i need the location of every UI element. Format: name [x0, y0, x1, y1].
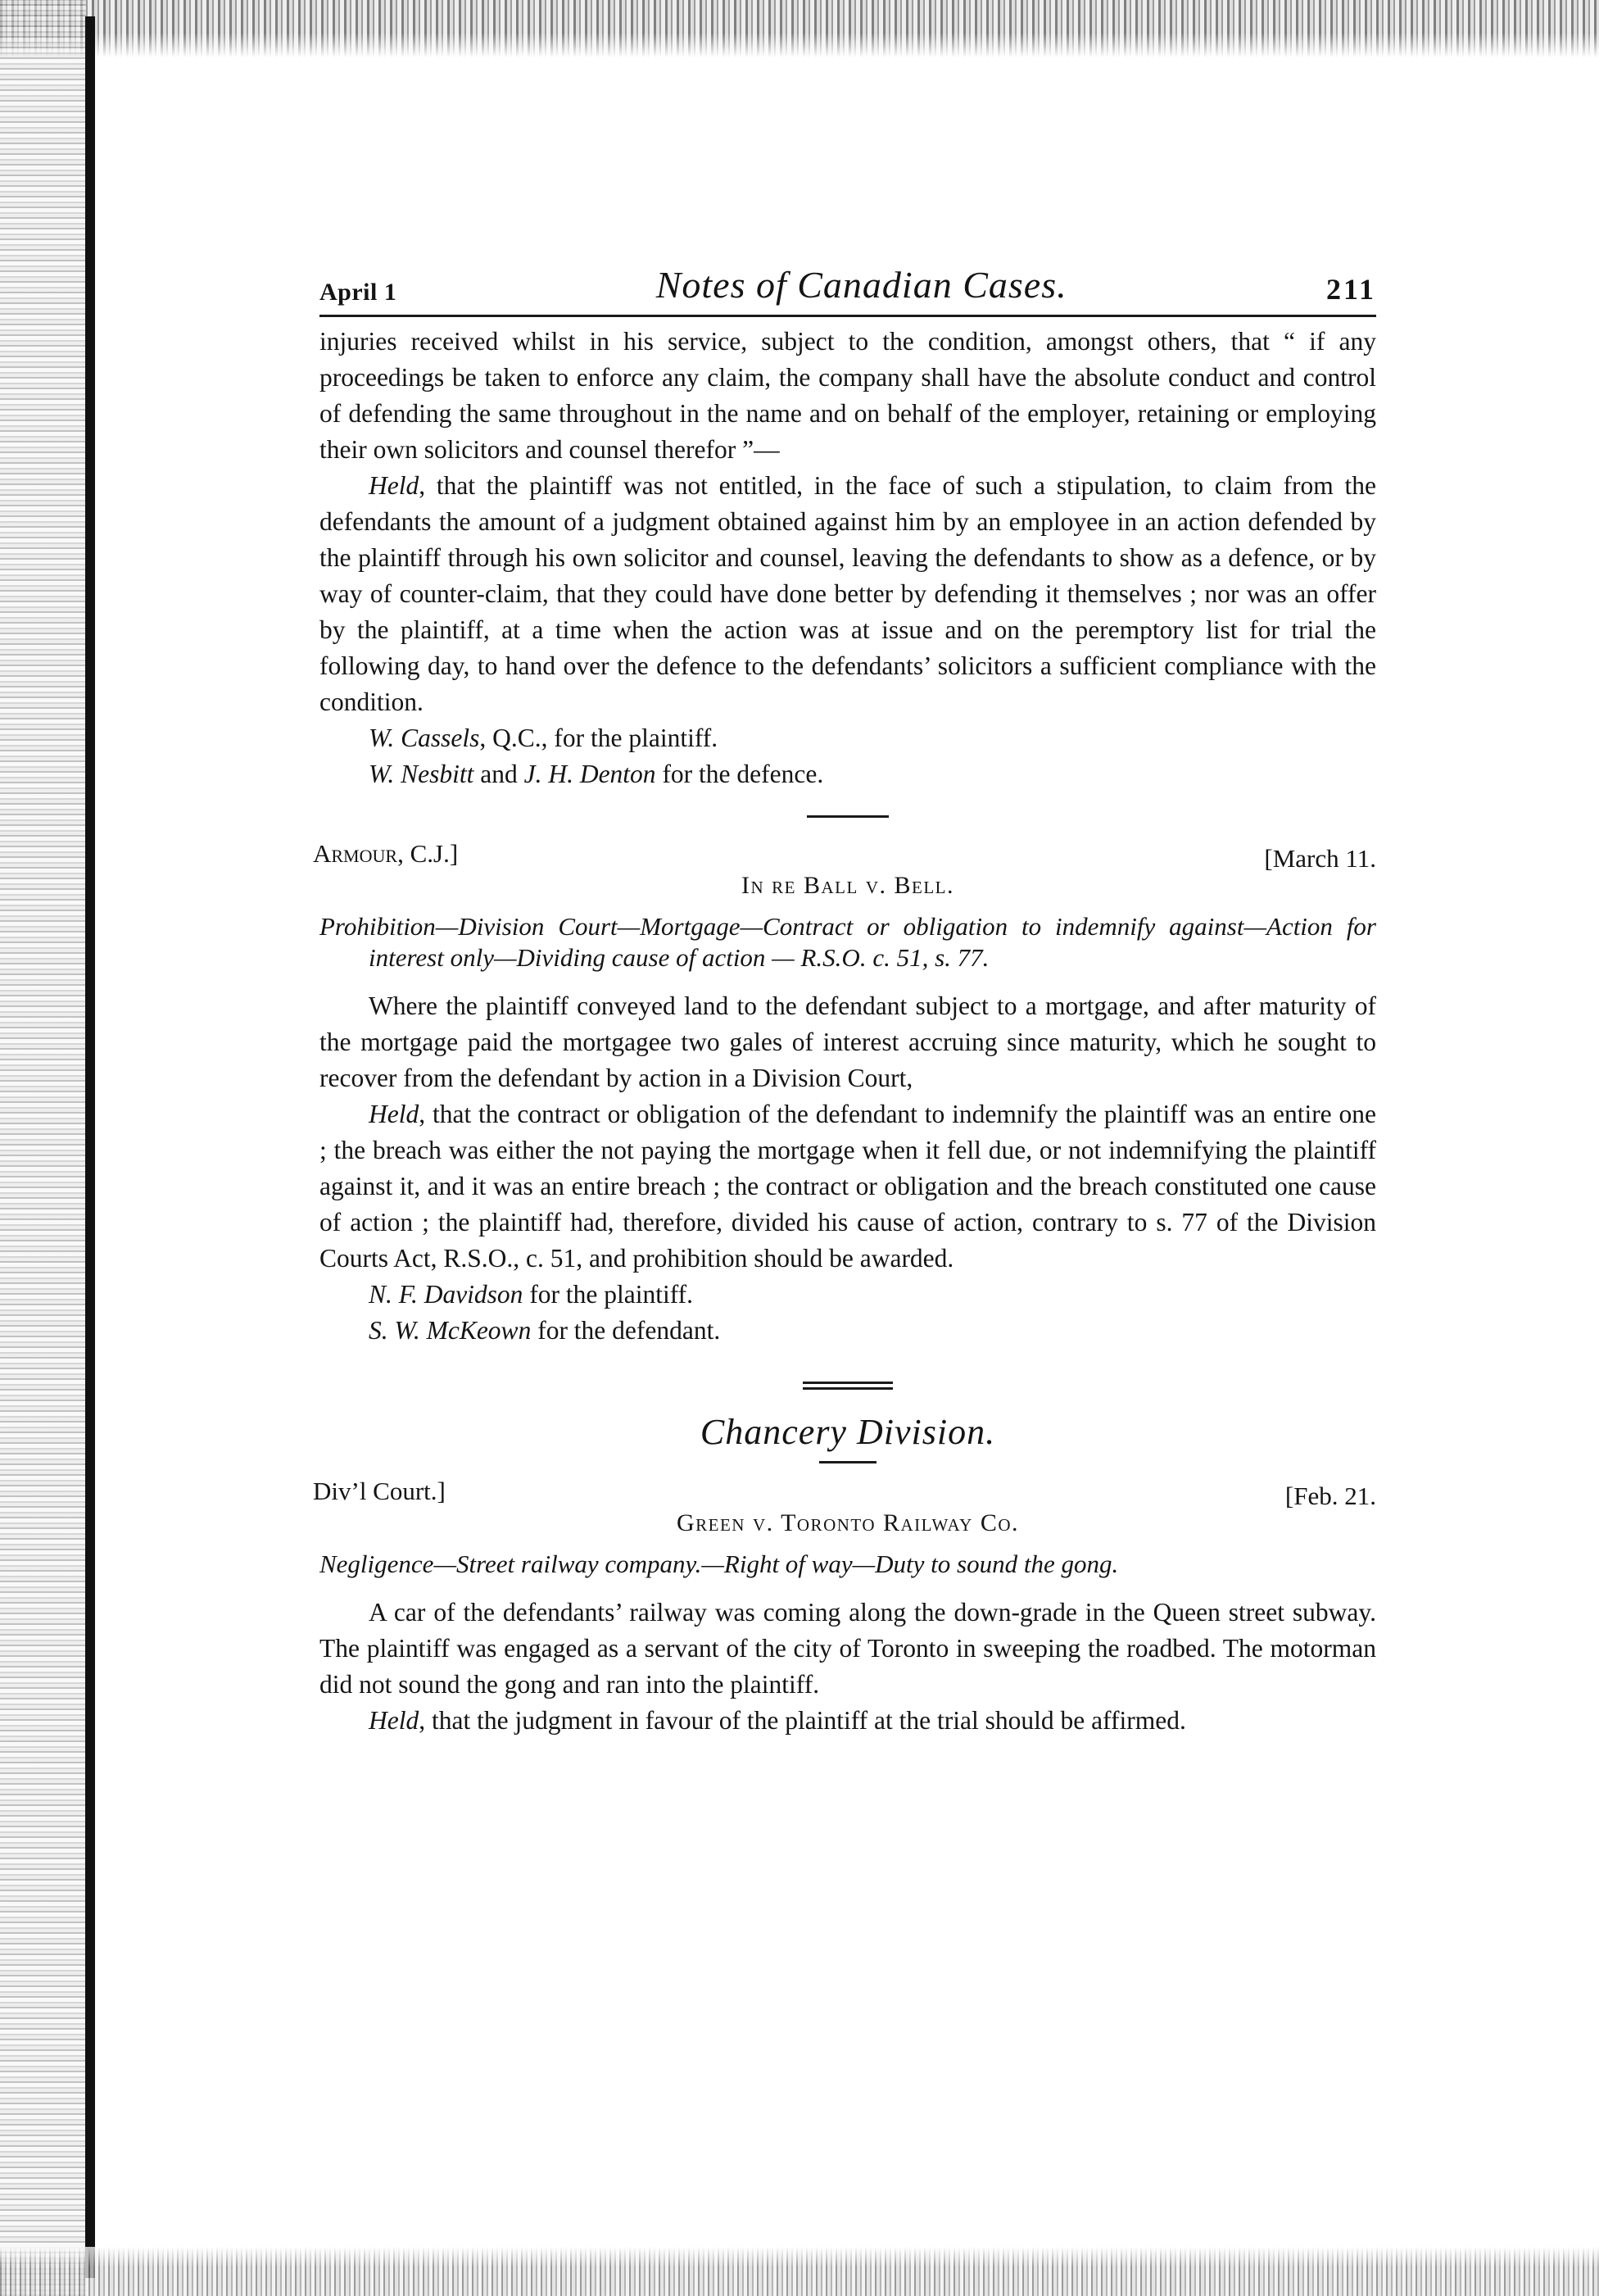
held-text: , that the judgment in favour of the plaintiff at the trial should be affirmed.: [419, 1706, 1186, 1735]
page-spine: [85, 16, 95, 2278]
counsel-joiner: and: [473, 760, 524, 788]
counsel-role: for the defence.: [655, 760, 824, 788]
scan-edge-left: [0, 0, 86, 2296]
counsel-role: , Q.C., for the plaintiff.: [479, 724, 718, 752]
case-date: [Feb. 21.: [1284, 1482, 1376, 1510]
counsel-line: [319, 756, 1376, 792]
counsel-role: for the defendant.: [531, 1316, 721, 1345]
case2-facts: Where the plaintiff conveyed land to the defendant subject to a mortgage, and after maturity of the mortgage paid the mortgagee two gales of interest accruing since maturity, which he sought to recover from the defendant by action in a Division Court,: [319, 991, 1376, 1092]
case-date: [March 11.: [1264, 844, 1376, 873]
counsel-name: W. Cassels: [369, 724, 480, 752]
case3-held: [319, 1703, 1376, 1739]
case-name: Green v. Toronto Railway Co.: [676, 1509, 1020, 1536]
header-title: Notes of Canadian Cases.: [655, 264, 1067, 306]
case2-held: [319, 1096, 1376, 1277]
counsel-line: [319, 720, 1376, 756]
case-name: In re Ball v. Bell.: [741, 872, 954, 899]
case2-heading: [313, 839, 1376, 911]
case-separator: [807, 815, 889, 818]
case3-heading: [313, 1477, 1376, 1549]
case-court: Armour, C.J.]: [313, 839, 459, 868]
counsel-name: S. W. McKeown: [369, 1316, 532, 1345]
scan-edge-bottom: [0, 2247, 1599, 2296]
page-number: 211: [1325, 273, 1376, 306]
counsel-name: W. Nesbitt: [369, 760, 474, 788]
section-title: Chancery Division.: [700, 1412, 996, 1452]
running-head: [319, 254, 1376, 317]
counsel-line: [319, 1313, 1376, 1349]
case-court: Div’l Court.]: [313, 1477, 446, 1505]
case3-headnote: Negligence—Street railway company.—Right of way—Duty to sound the gong.: [319, 1550, 1119, 1578]
counsel-role: for the plaintiff.: [523, 1280, 694, 1309]
case3-facts: A car of the defendants’ railway was coming along the down-grade in the Queen street subway. The plaintiff was engaged as a servant of the city of Toronto in sweeping the roadbed. The motorman did not sound the gong and ran into the plaintiff.: [319, 1598, 1376, 1699]
held-text: , that the plaintiff was not entitled, in the face of such a stipulation, to claim from the defendants the amount of a judgment obtained against him by an employee in an action defended by the plaintiff through his own solicitor and counsel, leaving the defendants to show as a defence, or by way of counter-claim, that they could have done better by defending it themselves ; nor was an offer by the plaintiff, at a time when the action was at issue and on the peremptory list for trial the following day, to hand over the defence to the defendants’ solicitors a sufficient compliance with the condition.: [319, 471, 1376, 716]
held-label: Held: [369, 1100, 419, 1128]
held-label: Held: [369, 1706, 419, 1735]
counsel-name: N. F. Davidson: [369, 1280, 523, 1309]
held-text: , that the contract or obligation of the defendant to indemnify the plaintiff was an entire one ; the breach was either the not paying the mortgage when it fell due, or not indemnifying the plaintiff against it, and it was an entire breach ; the contract or obligation and the breach constituted one cause of action ; the plaintiff had, therefore, divided his cause of action, contrary to s. 77 of the Division Courts Act, R.S.O., c. 51, and prohibition should be awarded.: [319, 1100, 1376, 1273]
counsel-name: J. H. Denton: [523, 760, 656, 788]
section-separator: [803, 1382, 893, 1390]
counsel-line: [319, 1277, 1376, 1313]
held-label: Held: [369, 471, 419, 500]
section-rule: [819, 1461, 877, 1463]
case2-headnote: Prohibition—Division Court—Mortgage—Contract or obligation to indemnify against—Action for interest only—Dividing cause of action — R.S.O. c. 51, s. 77.: [319, 912, 1376, 972]
scan-edge-top: [0, 0, 1599, 57]
case1-held: [319, 468, 1376, 720]
case1-paragraph: injuries received whilst in his service, subject to the condition, amongst others, that “ if any proceedings be taken to enforce any claim, the company shall have the absolute conduct and control of defending the same throughout in the name and on behalf of the employer, retaining or employing their own solicitors and counsel therefor ”—: [319, 327, 1376, 464]
book-page: [313, 254, 1376, 1739]
header-date: April 1: [319, 279, 397, 306]
